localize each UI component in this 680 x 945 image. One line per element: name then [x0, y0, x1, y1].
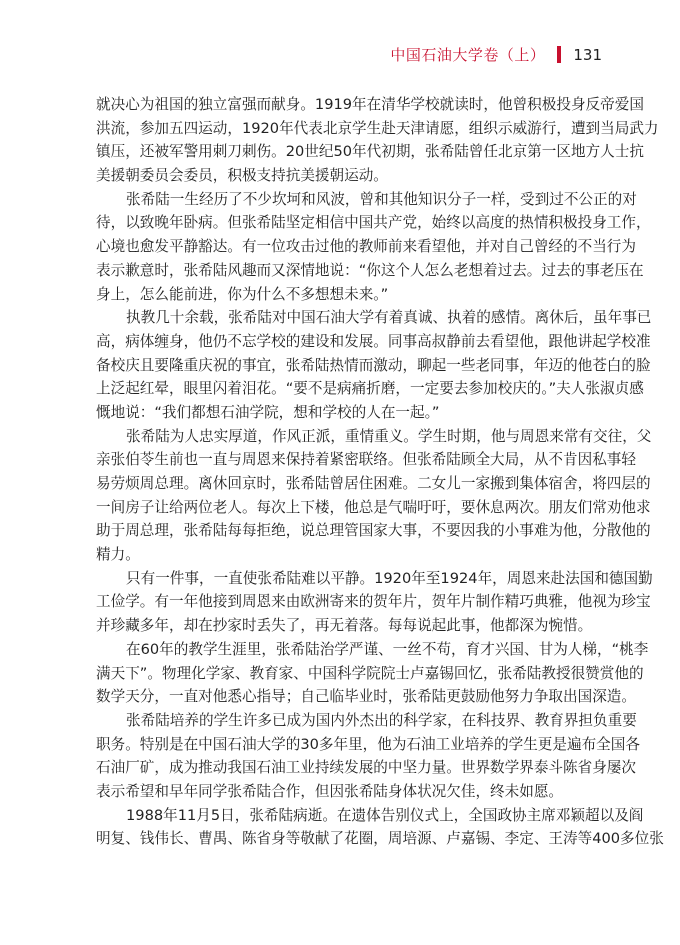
- text-line: 在60年的教学生涯里，张希陆治学严谨、一丝不苟，育才兴国、甘为人梯，“桃李: [126, 640, 649, 658]
- text-line: 心境也愈发平静豁达。有一位攻击过他的教师前来看望他，并对自己曾经的不当行为: [96, 238, 636, 256]
- text-line: 亲张伯苓生前也一直与周恩来保持着紧密联络。但张希陆顾全大局，从不肯因私事轻: [96, 451, 636, 469]
- text-line: 待，以致晚年卧病。但张希陆坚定相信中国共产党，始终以高度的热情积极投身工作，: [96, 214, 651, 232]
- text-line: 1988年11月5日，张希陆病逝。在遗体告别仪式上，全国政协主席邓颖超以及阎: [126, 806, 644, 824]
- paragraph: [96, 188, 651, 306]
- text-line: 张希陆一生经历了不少坎坷和风波，曾和其他知识分子一样，受到过不公正的对: [126, 190, 637, 208]
- text-line: 执教几十余载，张希陆对中国石油大学有着真诚、执着的感情。离休后，虽年事已: [126, 309, 652, 327]
- paragraph: [96, 638, 649, 709]
- text-line: 张希陆培养的学生许多已成为国内外杰出的科学家，在科技界、教育界担负重要: [126, 711, 637, 729]
- text-line: 慨地说：“我们都想石油学院，想和学校的人在一起。”: [96, 403, 440, 421]
- text-line: 数学天分，一直对他悉心指导；自己临毕业时，张希陆更鼓励他努力争取出国深造。: [96, 688, 636, 706]
- text-line: 易劳烦周总理。离休回京时，张希陆曾居住困难。二女儿一家搬到集体宿舍，将四层的: [96, 475, 651, 492]
- text-line: 就决心为祖国的独立富强而献身。1919年在清华学校就读时，他曾积极投身反帝爱国: [96, 96, 644, 113]
- text-line: 上泛起红晕，眼里闪着泪花。“要不是病痛折磨，一定要去参加校庆的。”夫人张淑贞感: [96, 380, 644, 398]
- paragraph: [96, 804, 664, 851]
- paragraph: [96, 425, 652, 567]
- text-line: 镇压，还被军警用刺刀刺伤。20世纪50年代初期，张希陆曾任北京第一区地方人士抗: [96, 143, 644, 161]
- text-line: 满天下”。物理化学家、教育家、中国科学院院士卢嘉锡回忆，张希陆教授很赞赏他的: [96, 664, 644, 682]
- text-line: 表示希望和早年同学张希陆合作，但因张希陆身体状况欠佳，终未如愿。: [96, 782, 564, 800]
- page-number: 131: [573, 45, 602, 64]
- text-line: 精力。: [96, 546, 140, 564]
- text-line: 备校庆且要隆重庆祝的事宜，张希陆热情而激动，聊起一些老同事，年迈的他苍白的脸: [96, 356, 651, 374]
- text-line: 表示歉意时，张希陆风趣而又深情地说：“你这个人怎么老想着过去。过去的事老压在: [96, 261, 644, 279]
- text-line: 一间房子让给两位老人。每次上下楼，他总是气喘吁吁，要休息两次。朋友们常劝他求: [96, 498, 651, 516]
- paragraph: [96, 709, 640, 804]
- text-line: 高，病体缠身，他仍不忘学校的建设和发展。同事高叔静前去看望他，跟他讲起学校准: [96, 332, 651, 350]
- text-line: 张希陆为人忠实厚道，作风正派，重情重义。学生时期，他与周恩来常有交往，父: [126, 427, 652, 445]
- text-line: 明复、钱伟长、曹禺、陈省身等敬献了花圈，周培源、卢嘉锡、李定、王涛等400多位张: [96, 830, 664, 848]
- header-divider: [557, 46, 561, 63]
- running-header: [390, 44, 602, 65]
- text-line: 洪流，参加五四运动，1920年代表北京学生赴天津请愿，组织示威游行，遭到当局武力: [96, 119, 659, 137]
- body-text: [96, 93, 664, 851]
- paragraph: [96, 567, 653, 638]
- paragraph: [96, 306, 652, 424]
- text-line: 只有一件事，一直使张希陆难以平静。1920年至1924年，周恩来赴法国和德国勤: [126, 569, 653, 587]
- text-line: 助于周总理，张希陆每每拒绝，说总理管国家大事，不要因我的小事难为他，分散他的: [96, 522, 651, 540]
- text-line: 并珍藏多年，却在抄家时丢失了，再无着落。每每说起此事，他都深为惋惜。: [96, 617, 593, 635]
- text-line: 职务。特别是在中国石油大学的30多年里，他为石油工业培养的学生更是遍布全国各: [96, 735, 640, 753]
- paragraph: [96, 93, 659, 188]
- text-line: 美援朝委员会委员，积极支持抗美援朝运动。: [96, 167, 388, 185]
- text-line: 身上，怎么能前进，你为什么不多想想未来。”: [96, 285, 389, 303]
- text-line: 工俭学。有一年他接到周恩来由欧洲寄来的贺年片，贺年片制作精巧典雅，他视为珍宝: [96, 593, 651, 611]
- book-title: 中国石油大学卷（上）: [390, 46, 546, 64]
- text-line: 石油厂矿，成为推动我国石油工业持续发展的中坚力量。世界数学界泰斗陈省身屡次: [96, 759, 636, 777]
